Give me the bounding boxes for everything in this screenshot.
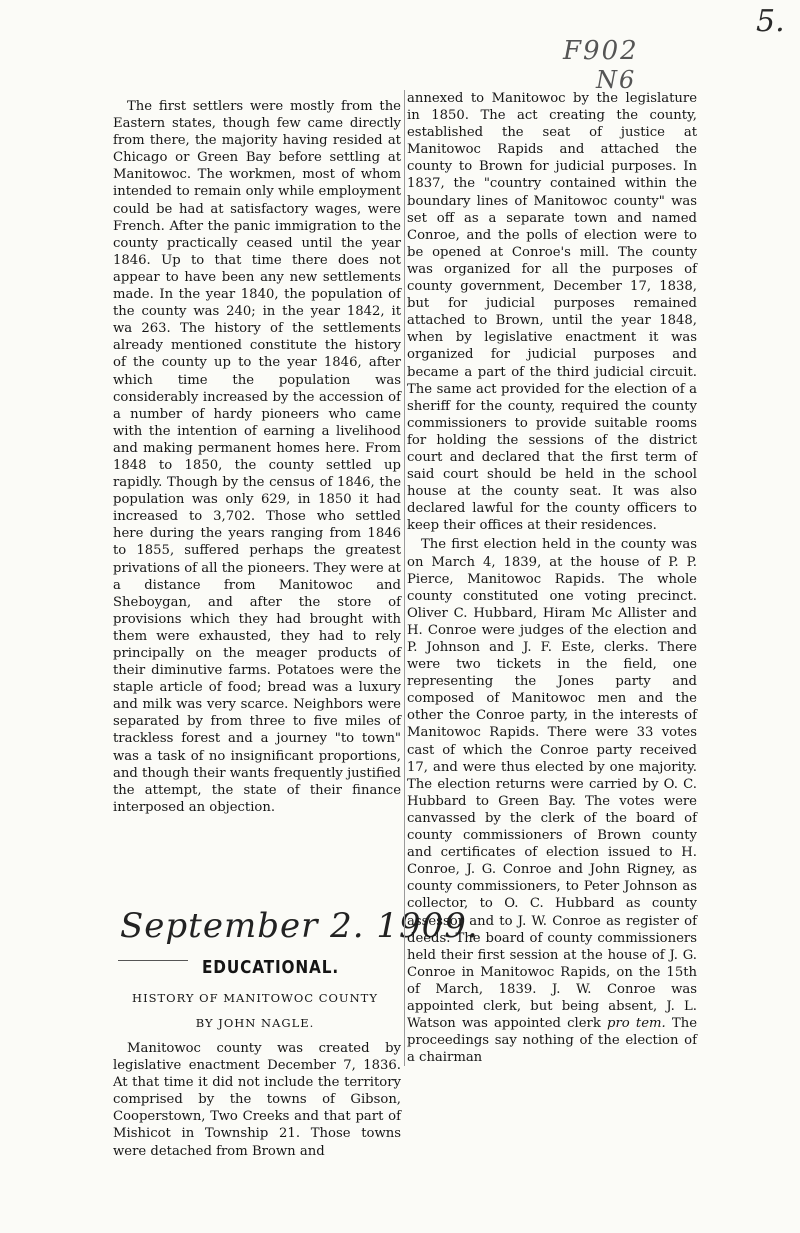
archive-mark-2: N6	[596, 66, 637, 94]
section-rule	[118, 960, 188, 961]
archive-mark: F902	[563, 36, 639, 66]
article-title: HISTORY OF MANITOWOC COUNTY	[132, 991, 378, 1005]
election-text: The first election held in the county was on March 4, 1839, at the house of P. P. Pierce, Manitowoc Rapids. The whole county constituted one voting precinct. Oliver C. Hubbard, Hiram Mc Allister and H. Conroe were judges of the election and P. Johnson and J. F. Este, clerks. There were two tickets in the field, one representing the Jones party and composed of Manitowoc men and the other the Conroe party, in the interests of Manitowoc Rapids. There were 33 votes cast of which the Conroe party received 17, and were thus elected by one majority. The election returns were carried by O. C. Hubbard to Green Bay. The votes were canvassed by the clerk of the board of county commissioners of Brown county and certificates of election issued to H. Conroe, J. G. Conroe and John Rigney, as county commissioners, to Peter Johnson as collector, to O. C. Hubbard as county assessor and to J. W. Conroe as register of deeds. The board of county commissioners held their first session at the house of J. G. Conroe in Manitowoc Rapids, on the 15th of March, 1839. J. W. Conroe was appointed clerk, but being absent, J. L. Watson was appointed clerk	[407, 537, 697, 1032]
election-paragraph	[407, 536, 697, 1066]
right-column	[404, 90, 697, 1066]
creation-paragraph: Manitowoc county was created by legislative enactment December 7, 1836. At that time it did not include the territory comprised by the towns of Gibson, Cooperstown, Two Creeks and that part of Mishicot in Township 21. Those towns were detached from Brown and	[113, 1041, 401, 1159]
page-number: 5.	[756, 4, 785, 39]
handwritten-date: September 2. 1909.	[120, 906, 479, 946]
annexation-paragraph: annexed to Manitowoc by the legislature in 1850. The act creating the county, established the seat of justice at Manitowoc Rapids and attached the county to Brown for judicial purposes. In 1837, the "country contained within the boundary lines of Manitowoc county" was set off as a separate town and named Conroe, and the polls of election were to be opened at Conroe's mill. The county was organized for all the purposes of county government, December 17, 1838, but for judicial purposes remained attached to Brown, until the year 1848, when by legislative enactment it was organized for judicial purposes and became a part of the third judicial circuit. The same act provided for the election of a sheriff for the county, required the county commissioners to provide suitable rooms for holding the sessions of the district court and declared that the first term of said court should be held in the school house at the county seat. It was also declared lawful for the county officers to keep their offices at their residences.	[407, 91, 697, 534]
section-title: EDUCATIONAL.	[202, 957, 340, 978]
proceedings-text: The proceedings say nothing of the election of a chairman	[407, 1016, 697, 1066]
article-byline: BY JOHN NAGLE.	[195, 1016, 315, 1030]
pro-tem-text: pro tem.	[607, 1016, 666, 1032]
left-column-article-start	[113, 1040, 401, 1160]
settlers-paragraph: The first settlers were mostly from the Eastern states, though few came directly from there, the majority having resided at Chicago or Green Bay before settling at Manitowoc. The workmen, most of whom intended to remain only while employment could be had at satisfactory wages, were French. After the panic immigration to the county practically ceased until the year 1846. Up to that time there does not appear to have been any new settlements made. In the year 1840, the population of the county was 240; in the year 1842, it wa 263. The history of the settlements already mentioned constitute the history of the county up to the year 1846, after which time the population was considerably increased by the accession of a number of hardy pioneers who came with the intention of earning a livelihood and making permanent homes here. From 1848 to 1850, the county settled up rapidly. Though by the census of 1846, the population was only 629, in 1850 it had increased to 3,702. Those who settled here during the years ranging from 1846 to 1855, suffered perhaps the greatest privations of all the pioneers. They were at a distance from Manitowoc and Sheboygan, and after the store of provisions which they had brought with them were exhausted, they had to rely principally on the meager products of their diminutive farms. Potatoes were the staple article of food; bread was a luxury and milk was very scarce. Neighbors were separated by from three to five miles of trackless forest and a journey "to town" was a task of no insignificant proportions, and though their wants frequently justified the attempt, the state of their finance interposed an objection.	[113, 99, 401, 815]
left-column-continued	[113, 98, 401, 816]
